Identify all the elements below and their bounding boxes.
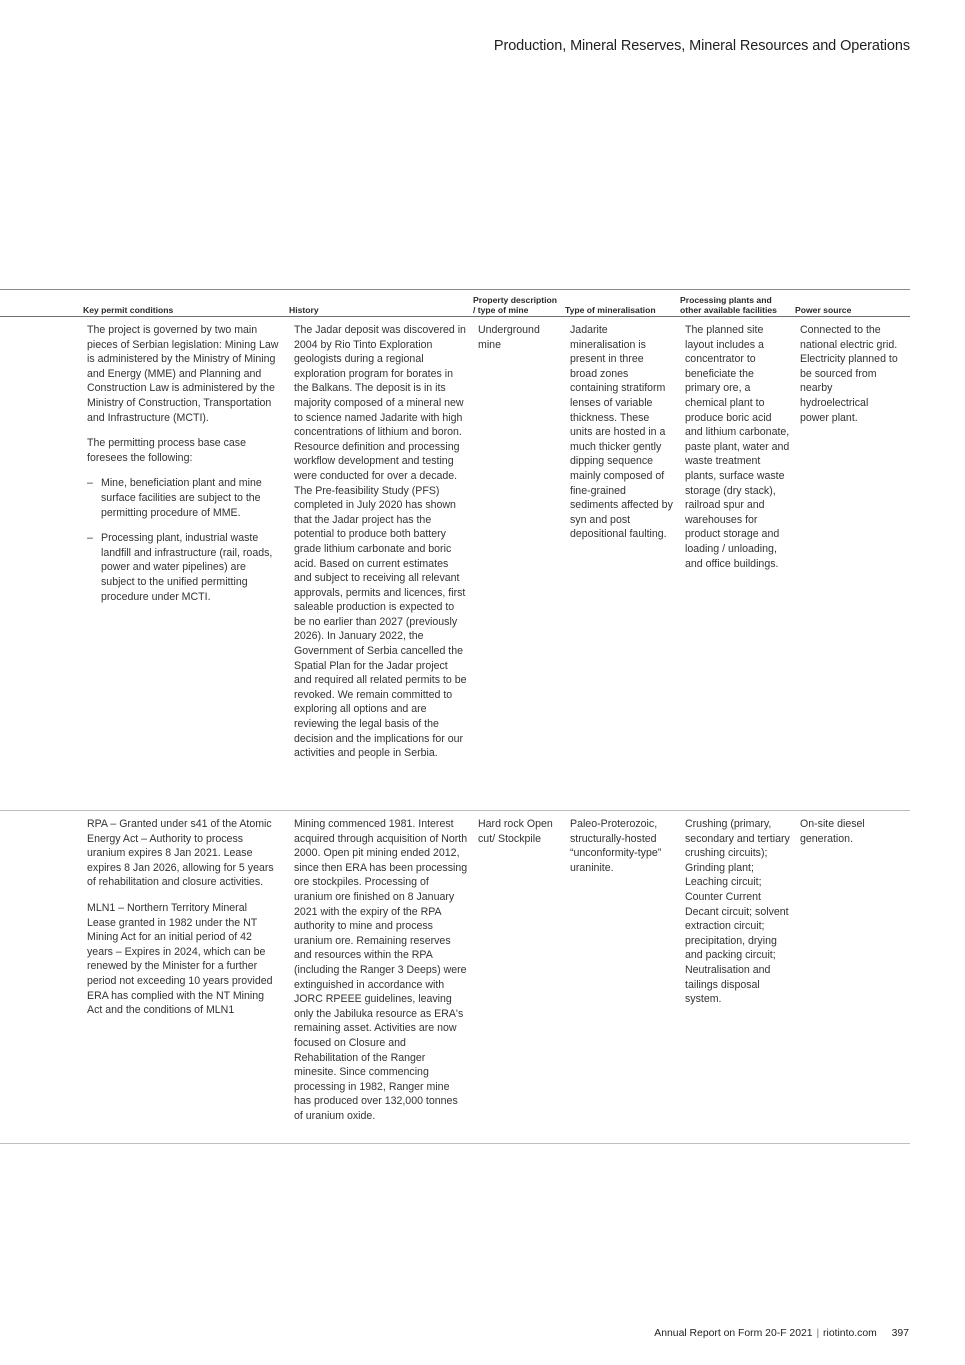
row1-mineralisation: Jadarite mineralisation is present in three broad zones containing stratiform lenses of variable thickness. These units are hosted in a much thicker gently dipping sequence mainly composed of fine-grained sediments affected by syn and post depositional faulting. xyxy=(570,324,673,541)
row2-key-permit: RPA – Granted under s41 of the Atomic Energy Act – Authority to process uranium expires 8 Jan 2021. Lease expires 8 Jan 2026, allowing for 5 years of rehabilitation and closure activities. MLN1 – Northern Territory Mineral Lease granted in 1982 under the NT Mining Act for an initial period of 42 years – Expires in 2024, which can be renewed by the Minister for a further period not exceeding 10 years provided ERA has complied with the NT Mining Act and the conditions of MLN1 xyxy=(87,818,274,1017)
table-bottom-rule xyxy=(0,1143,910,1144)
row2-processing: Crushing (primary, secondary and tertiary crushing circuits); Grinding plant; Leaching circuit; Counter Current Decant circuit; solvent extraction circuit; precipitation, drying and packing circuit; Neutralisation and tailings disposal system. xyxy=(685,818,790,1006)
col-header-key-permit: Key permit conditions xyxy=(83,305,174,315)
col-header-history: History xyxy=(289,305,319,315)
col-header-processing: Processing plants and other available facilities xyxy=(680,295,777,315)
row2-property: Hard rock Open cut/ Stockpile xyxy=(478,818,553,845)
col-header-mineralisation: Type of mineralisation xyxy=(565,305,656,315)
table-top-rule xyxy=(0,289,910,290)
row1-power: Connected to the national electric grid. Electricity planned to be sourced from nearby hydroelectrical power plant. xyxy=(800,324,898,424)
row-divider xyxy=(0,810,910,811)
page-title: Production, Mineral Reserves, Mineral Resources and Operations xyxy=(493,38,910,54)
list-item: – Processing plant, industrial waste landfill and infrastructure (rail, roads, power and water pipelines) are subject to the unified permitting procedure under MCTI. xyxy=(87,532,273,603)
row1-processing: The planned site layout includes a concentrator to beneficiate the primary ore, a chemical plant to produce boric acid and lithium carbonate, paste plant, water and waste treatment plants, surface waste storage (dry stack), railroad spur and warehouses for product storage and loading / unloading, and office buildings. xyxy=(685,324,790,570)
row2-history: Mining commenced 1981. Interest acquired through acquisition of North 2000. Open pit mining ended 2012, since then ERA has been processing ore stockpiles. Processing of uranium ore finished on 8 January 2021 with the expiry of the RPA authority to mine and process uranium ore. Remaining reserves and resources within the RPA (including the Ranger 3 Deeps) were extinguished in accordance with JORC RPEEE guidelines, leaving only the Jabiluka resource as ERA's remaining asset. Activities are now focused on Closure and Rehabilitation of the Ranger minesite. Since commencing processing in 1982, Ranger mine has produced over 132,000 tonnes of uranium oxide. xyxy=(294,818,468,1122)
page-number: 397 xyxy=(891,1328,909,1339)
footer-site-link[interactable]: riotinto.com xyxy=(823,1328,877,1339)
col-header-property: Property description / type of mine xyxy=(473,295,558,315)
row2-mineralisation: Paleo-Proterozoic, structurally-hosted “unconformity-type” uraninite. xyxy=(570,818,662,874)
row1-permit-list xyxy=(87,476,280,604)
row1-history: The Jadar deposit was discovered in 2004 by Rio Tinto Exploration geologists during a regional exploration program for borates in the Balkans. The deposit is in its majority composed of a mineral new to science named Jadarite with high concentrations of lithium and boron. Resource definition and processing workflow development and testing were conducted for over a decade. The Pre-feasibility Study (PFS) completed in July 2020 has shown that the Jadar project has the potential to produce both battery grade lithium carbonate and boric acid. Based on current estimates and subject to receiving all relevant approvals, permits and licences, first saleable production is expected to be no earlier than 2027 (previously 2026). In January 2022, the Government of Serbia cancelled the Spatial Plan for the Jadar project and required all related permits to be revoked. We remain committed to exploring all options and are reviewing the legal basis of the decision and the implications for our activities and people in Serbia. xyxy=(294,324,467,760)
footer-separator: | xyxy=(816,1328,820,1339)
table-header-rule xyxy=(0,316,910,317)
row1-property: Underground mine xyxy=(478,324,540,351)
list-item: – Mine, beneficiation plant and mine surface facilities are subject to the permitting procedure of MME. xyxy=(87,477,262,519)
footer-report-title: Annual Report on Form 20-F 2021 xyxy=(654,1328,813,1339)
page-footer xyxy=(654,1328,909,1339)
row1-key-permit: The project is governed by two main pieces of Serbian legislation: Mining Law is administered by the Ministry of Mining and Energy (MME) and Planning and Construction Law is administered by the Ministry of Construction, Transportation and Infrastructure (MCTI). The permitting process base case foresees the following: – Mine, beneficiation plant and mine surface facilities are subject to the permitting procedure of MME. – Processing plant, industrial waste landfill and infrastructure (rail, roads, power and water pipelines) are subject to the unified permitting procedure under MCTI. xyxy=(87,324,279,603)
col-header-power: Power source xyxy=(795,305,852,315)
row2-power: On-site diesel generation. xyxy=(800,818,865,845)
